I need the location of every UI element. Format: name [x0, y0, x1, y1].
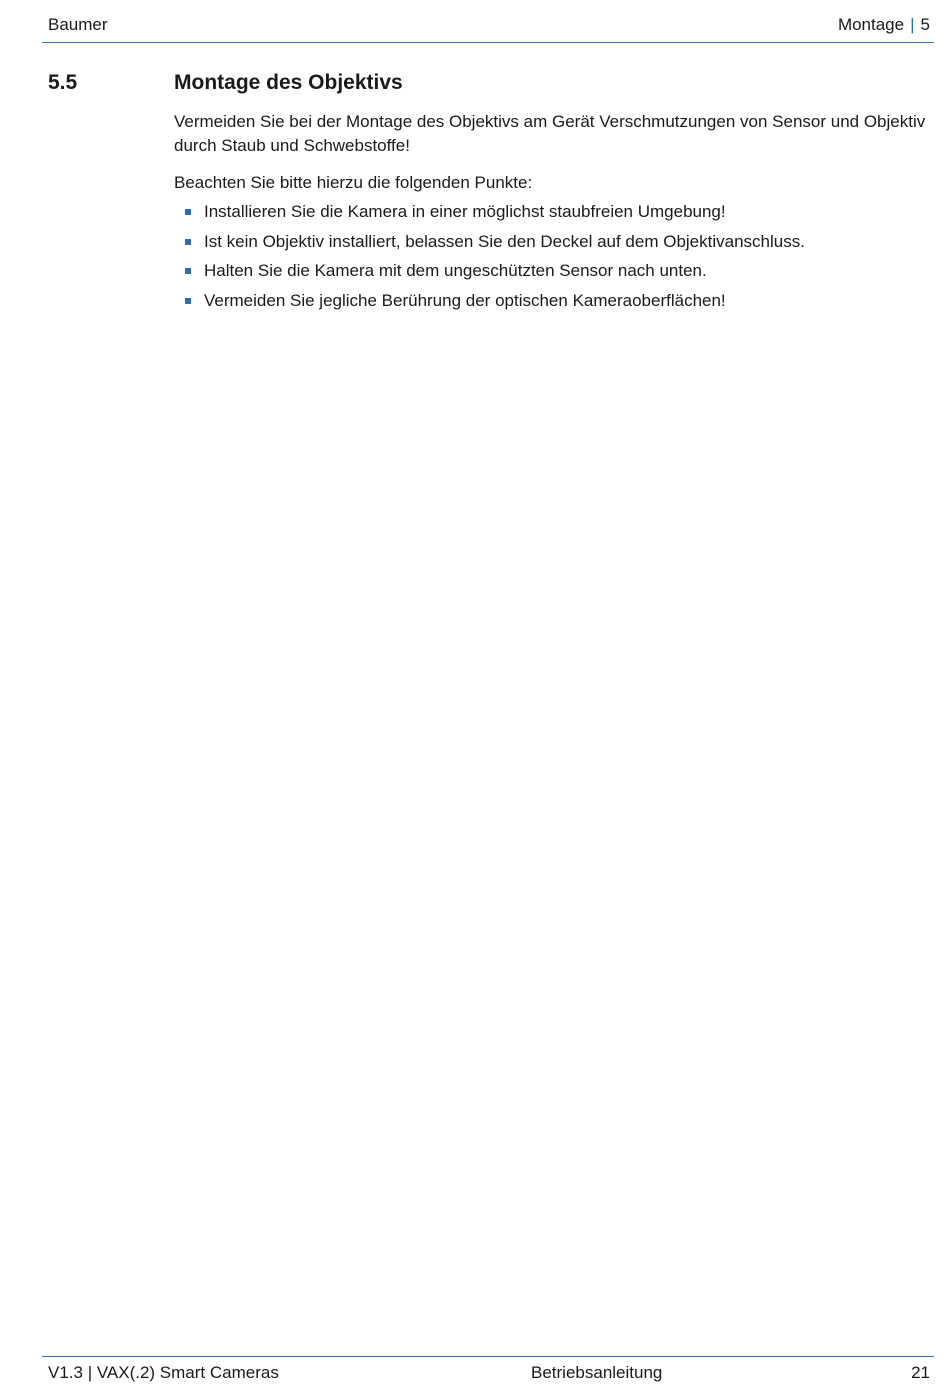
footer-doc-version: V1.3 | VAX(.2) Smart Cameras [48, 1363, 279, 1382]
section-body [174, 110, 930, 318]
header-brand: Baumer [48, 15, 108, 34]
page-header [48, 14, 930, 36]
square-bullet-icon [185, 209, 191, 215]
footer-page-number: 21 [911, 1363, 930, 1382]
list-item-text: Vermeiden Sie jegliche Berührung der optischen Kameraoberflächen! [204, 290, 726, 310]
list-item [174, 289, 930, 313]
footer-divider [42, 1356, 934, 1357]
header-chapter [838, 14, 930, 36]
square-bullet-icon [185, 268, 191, 274]
square-bullet-icon [185, 239, 191, 245]
list-item-text: Halten Sie die Kamera mit dem ungeschützten Sensor nach unten. [204, 261, 707, 280]
list-item-text: Installieren Sie die Kamera in einer möglichst staubfreien Umgebung! [204, 202, 726, 221]
bullet-list [174, 200, 930, 313]
footer-doc-type: Betriebsanleitung [531, 1363, 663, 1382]
section-title: Montage des Objektivs [174, 71, 403, 94]
list-item [174, 200, 930, 224]
header-chapter-label: Montage [837, 15, 905, 34]
square-bullet-icon [185, 298, 191, 304]
section-number: 5.5 [48, 71, 78, 94]
page-footer [48, 1362, 930, 1384]
list-item [174, 259, 930, 283]
header-separator: | [910, 15, 915, 34]
header-chapter-number: 5 [920, 15, 930, 34]
list-item [174, 230, 930, 254]
list-item-text: Ist kein Objektiv installiert, belassen Sie den Deckel auf dem Objektivanschluss. [204, 231, 805, 251]
instructions-lead: Beachten Sie bitte hierzu die folgenden Punkte: [174, 173, 533, 192]
header-divider [42, 42, 934, 43]
intro-paragraph: Vermeiden Sie bei der Montage des Objektivs am Gerät Verschmutzungen von Sensor und Objektiv durch Staub und Schwebstoffe! [174, 112, 926, 155]
